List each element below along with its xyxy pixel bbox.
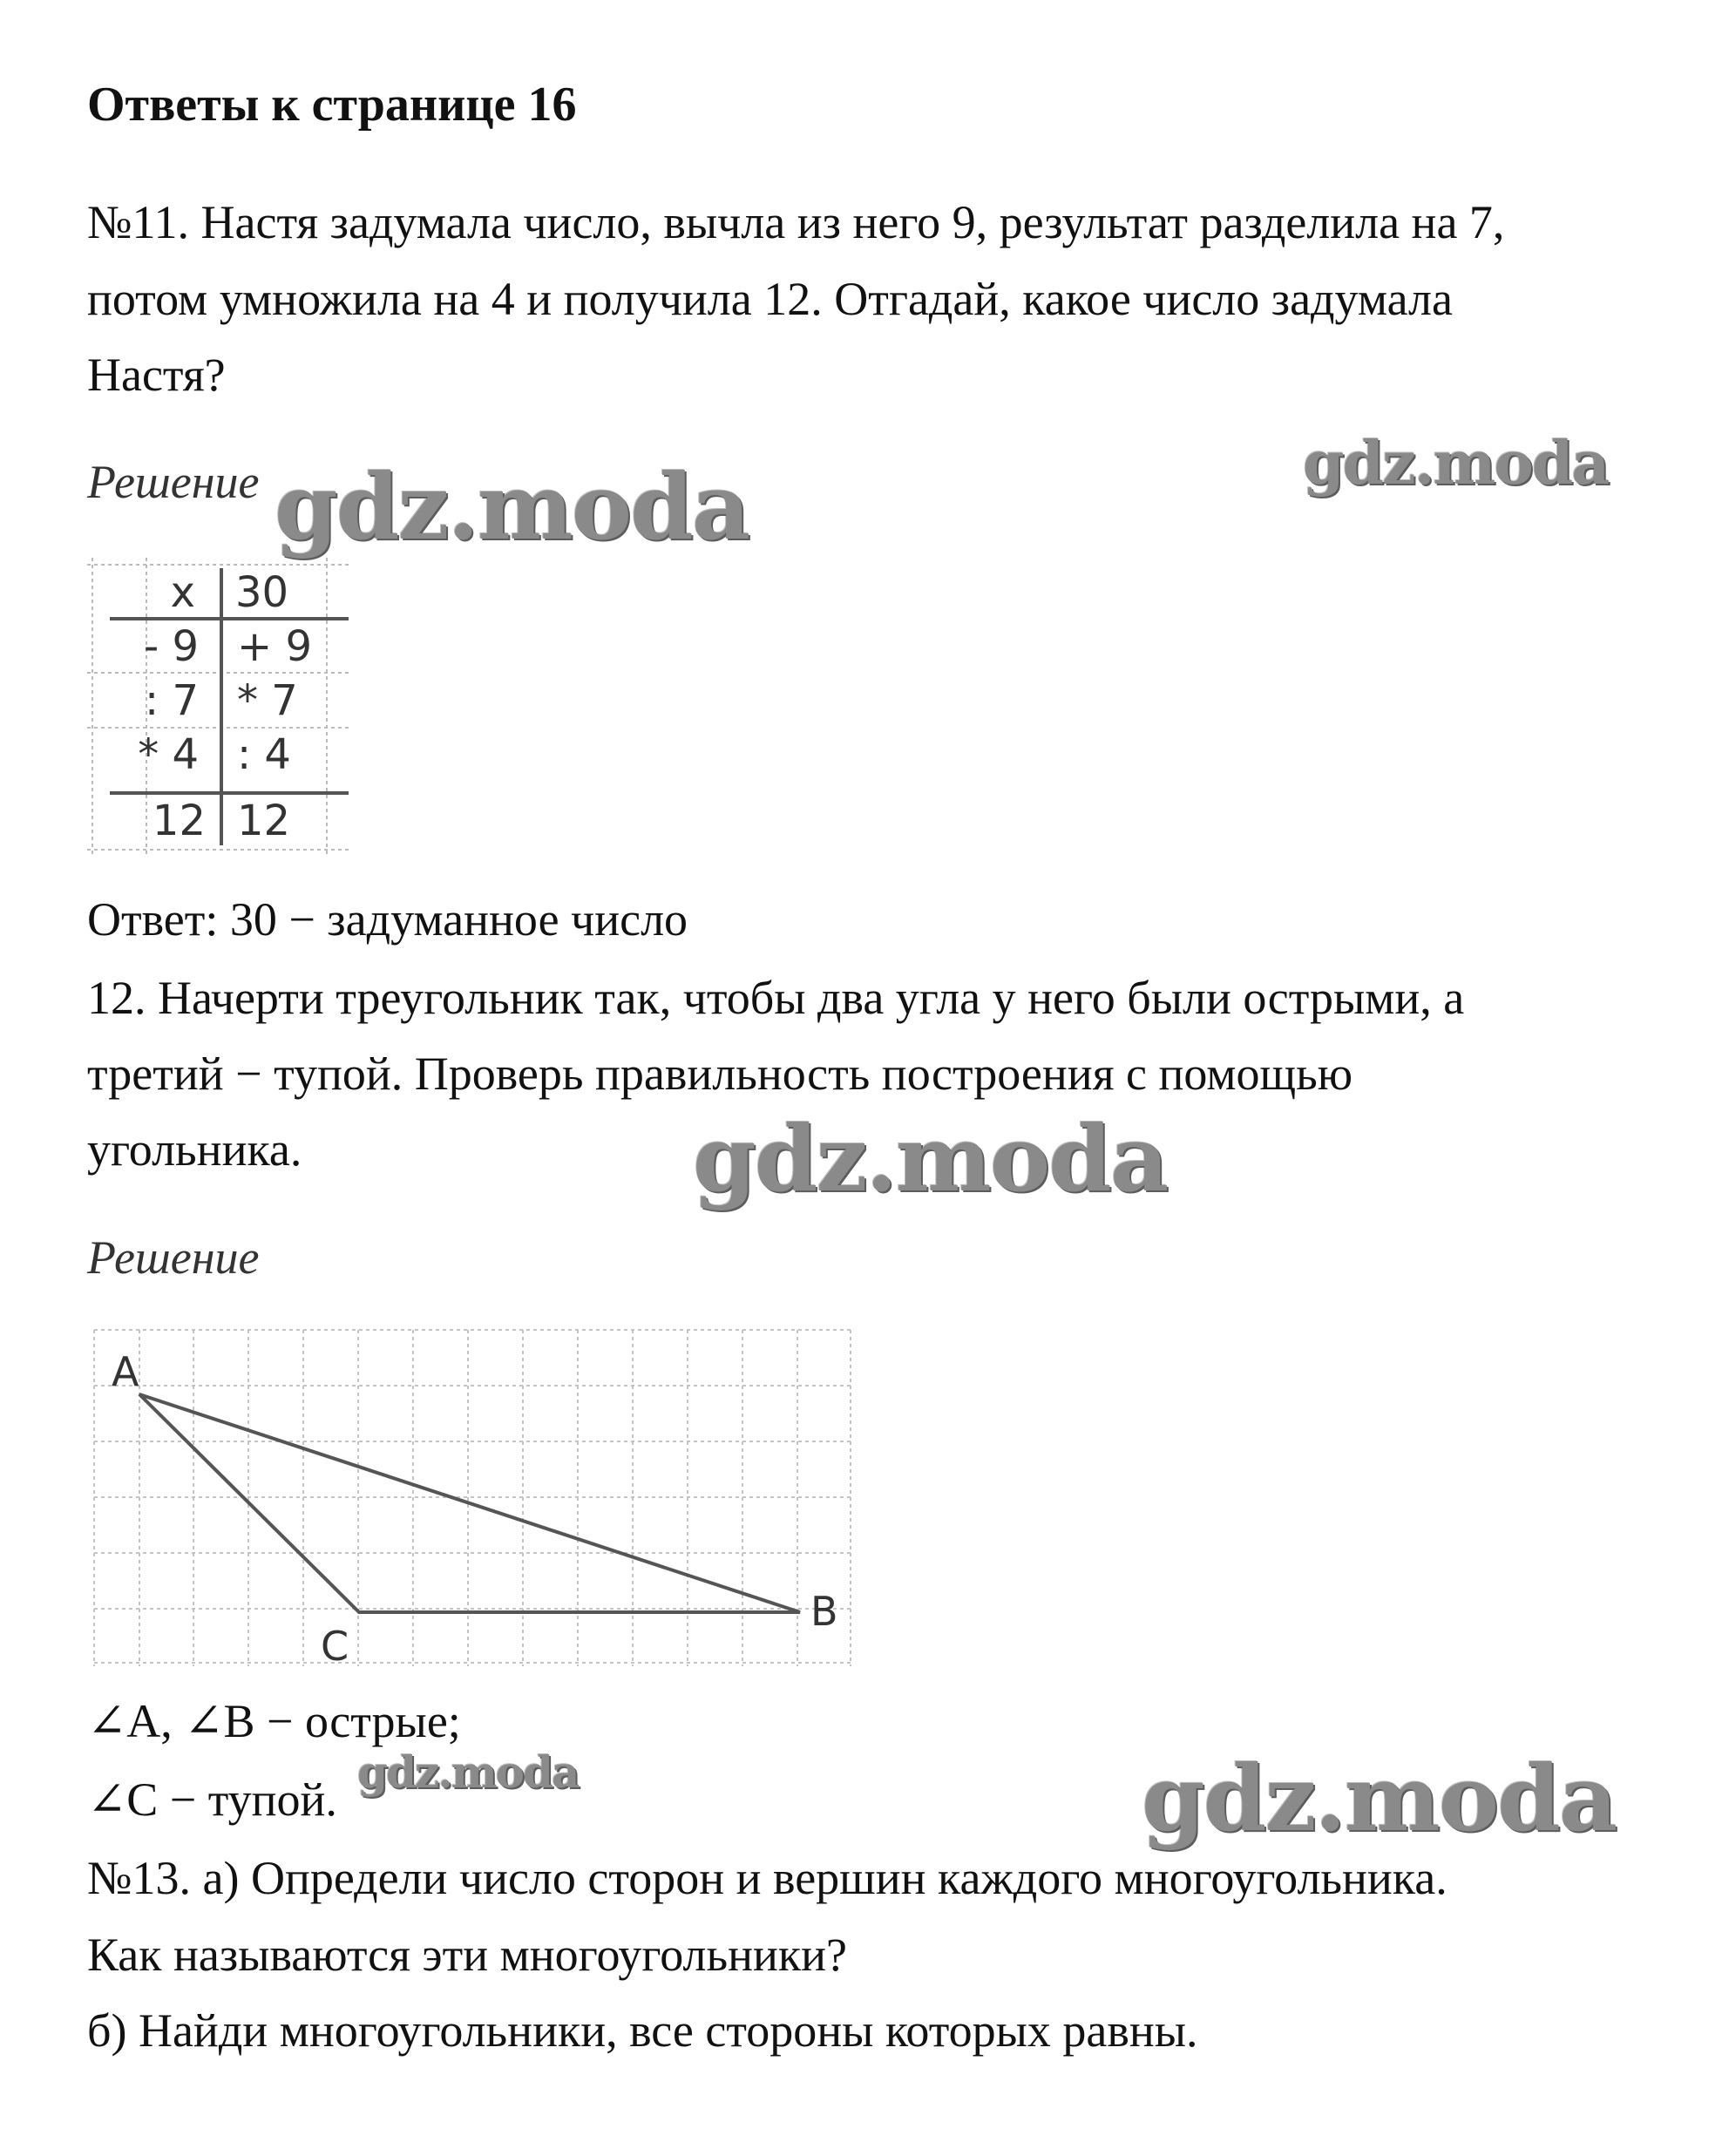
watermark: gdz.moda	[1303, 429, 1609, 498]
task13-text-line2: Как называются эти многоугольники?	[87, 1929, 847, 1981]
task11-text-line1: №11. Настя задумала число, вычла из него 9, результат разделила на 7,	[87, 196, 1505, 248]
task11-text-line3: Настя?	[87, 349, 226, 401]
table-header-left: x	[170, 568, 195, 617]
task12-conclusion-acute: ∠A, ∠B − острые;	[87, 1695, 461, 1747]
point-a-label: A	[112, 1348, 139, 1395]
task12-solution-label: Решение	[87, 1231, 260, 1284]
point-b-label: B	[810, 1588, 838, 1635]
graph-grid	[94, 1330, 854, 1666]
task11-solution-table	[87, 558, 357, 854]
task12-text-line3: угольника.	[87, 1123, 302, 1176]
task11-answer: Ответ: 30 − задуманное число	[87, 893, 688, 946]
triangle-abc	[139, 1394, 800, 1612]
task12-text-line1: 12. Начерти треугольник так, чтобы два угла у него были острыми, а	[87, 972, 1465, 1024]
point-c-label: C	[321, 1623, 349, 1670]
watermark: gdz.moda	[275, 453, 749, 560]
task13-text-line1: №13. а) Определи число сторон и вершин каждого многоугольника.	[87, 1852, 1447, 1904]
table-row2-right: * 7	[237, 676, 298, 725]
watermark: gdz.moda	[1142, 1745, 1617, 1852]
table-result-right: 12	[237, 797, 291, 845]
triangle-diagram	[87, 1325, 959, 1699]
watermark: gdz.moda	[357, 1746, 579, 1798]
task12-text-line2: третий − тупой. Проверь правильность построения с помощью	[87, 1047, 1353, 1100]
table-result-left: 12	[152, 797, 206, 845]
task13-text-line3: б) Найди многоугольники, все стороны которых равны.	[87, 2004, 1198, 2057]
task11-solution-label: Решение	[87, 456, 260, 508]
watermark: gdz.moda	[693, 1105, 1168, 1212]
table-row1-left: - 9	[143, 622, 199, 671]
table-row3-right: : 4	[237, 730, 291, 779]
table-row2-left: : 7	[145, 676, 199, 725]
task11-text-line2: потом умножила на 4 и получила 12. Отгадай, какое число задумала	[87, 273, 1453, 325]
task12-conclusion-obtuse: ∠C − тупой.	[87, 1773, 337, 1826]
page-title: Ответы к странице 16	[87, 78, 577, 132]
table-row1-right: + 9	[237, 622, 313, 671]
table-header-right: 30	[235, 568, 289, 617]
table-row3-left: * 4	[138, 730, 199, 779]
